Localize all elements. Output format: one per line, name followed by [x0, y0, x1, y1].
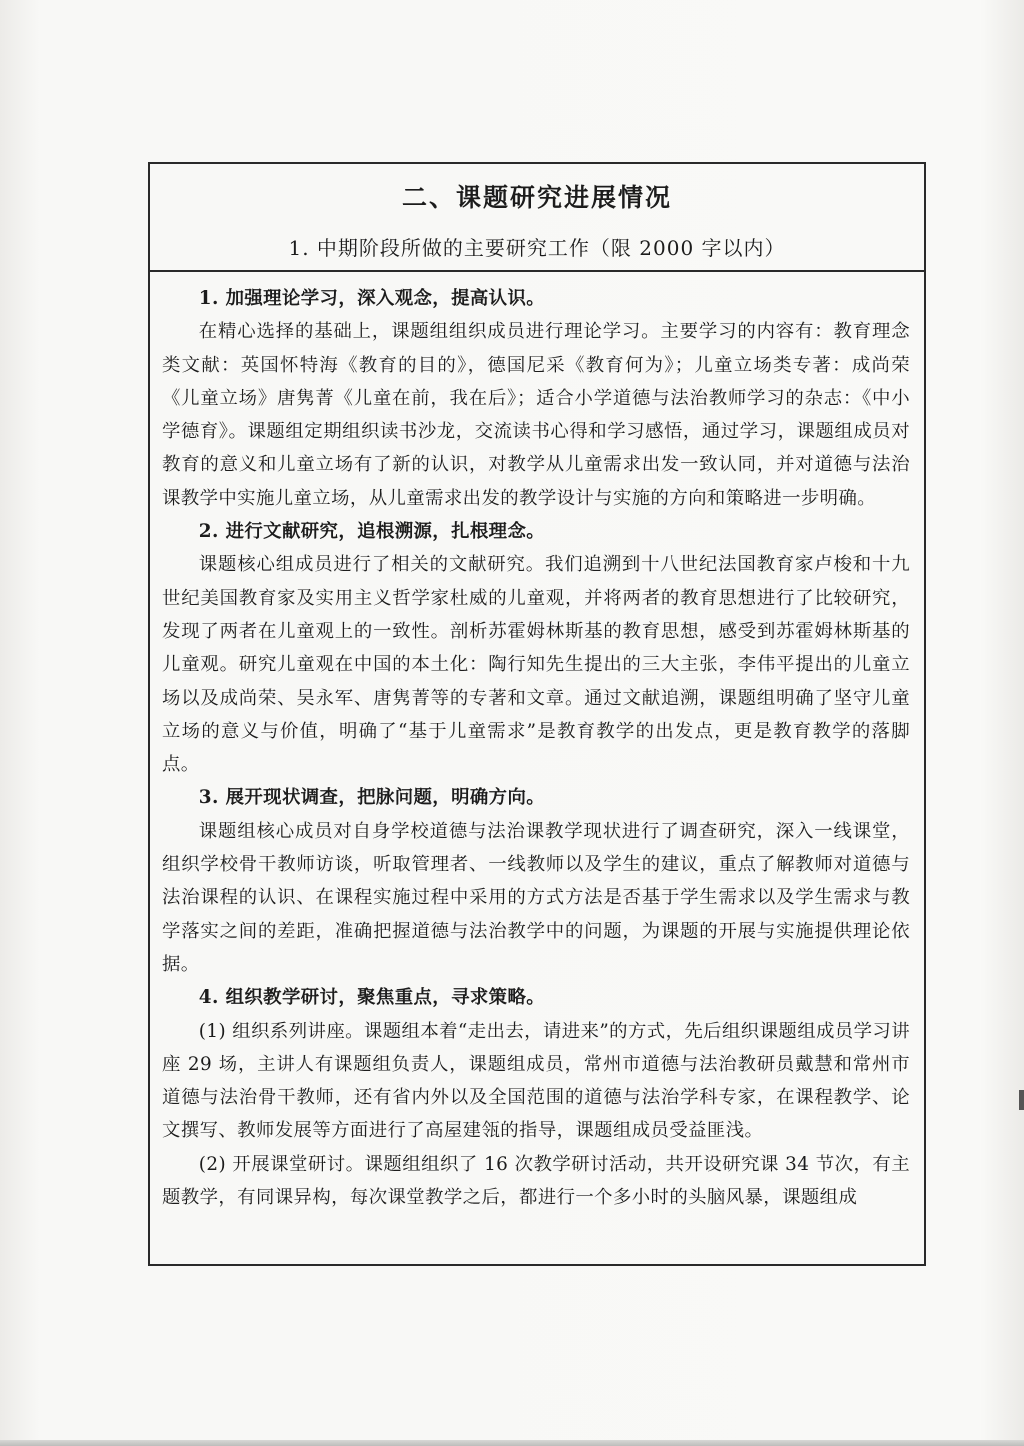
item-body-4-2: (2) 开展课堂研讨。课题组组织了 16 次教学研讨活动，共开设研究课 34 节次，有主题教学，有同课异构，每次课堂教学之后，都进行一个多小时的头脑风暴，课题组成	[162, 1153, 910, 1209]
item-body-4-1: (1) 组织系列讲座。课题组本着“走出去，请进来”的方式，先后组织课题组成员学习讲座 29 场，主讲人有课题组负责人，课题组成员，常州市道德与法治教研员戴慧和常州市道德与法治骨干教师，还有省内外以及全国范围的道德与法治学科专家，在课程教学、论文撰写、教师发展等方面进行了高屋建瓴的指导，课题组成员受益匪浅。	[162, 1020, 910, 1142]
form-header	[150, 164, 924, 272]
sub-title: 1. 中期阶段所做的主要研究工作（限 2000 字以内）	[288, 236, 786, 260]
item-heading-3: 3. 展开现状调查，把脉问题，明确方向。	[198, 787, 546, 809]
item-body-1: 在精心选择的基础上，课题组组织成员进行理论学习。主要学习的内容有：教育理念类文献：英国怀特海《教育的目的》，德国尼采《教育何为》；儿童立场类专著：成尚荣《儿童立场》唐隽菁《儿童在前，我在后》；适合小学道德与法治教师学习的杂志：《中小学德育》。课题组定期组织读书沙龙，交流读书心得和学习感悟，通过学习，课题组成员对教育的意义和儿童立场有了新的认识，对教学从儿童需求出发一致认同，并对道德与法治课教学中实施儿童立场，从儿童需求出发的教学设计与实施的方向和策略进一步明确。	[162, 321, 910, 509]
scan-bottom-shadow	[0, 1440, 1024, 1446]
research-work-content	[150, 272, 924, 1214]
item-heading-4: 4. 组织教学研讨，聚焦重点，寻求策略。	[198, 987, 546, 1009]
scan-edge-mark	[1019, 1090, 1024, 1110]
item-heading-1: 1. 加强理论学习，深入观念，提高认识。	[198, 288, 546, 309]
progress-report-form	[148, 162, 926, 1266]
item-heading-2: 2. 进行文献研究，追根溯源，扎根理念。	[198, 521, 546, 543]
item-body-3: 课题组核心成员对自身学校道德与法治课教学现状进行了调查研究，深入一线课堂，组织学校骨干教师访谈，听取管理者、一线教师以及学生的建议，重点了解教师对道德与法治课程的认识、在课程实施过程中采用的方式方法是否基于学生需求以及学生需求与教学落实之间的差距，准确把握道德与法治教学中的问题，为课题的开展与实施提供理论依据。	[162, 820, 910, 975]
item-body-2: 课题核心组成员进行了相关的文献研究。我们追溯到十八世纪法国教育家卢梭和十九世纪美国教育家及实用主义哲学家杜威的儿童观，并将两者的教育思想进行了比较研究，发现了两者在儿童观上的一致性。剖析苏霍姆林斯基的教育思想，感受到苏霍姆林斯基的儿童观。研究儿童观在中国的本土化：陶行知先生提出的三大主张，李伟平提出的儿童立场以及成尚荣、吴永军、唐隽菁等的专著和文章。通过文献追溯，课题组明确了坚守儿童立场的意义与价值，明确了“基于儿童需求”是教育教学的出发点，更是教育教学的落脚点。	[162, 554, 910, 776]
section-title: 二、课题研究进展情况	[401, 183, 672, 212]
